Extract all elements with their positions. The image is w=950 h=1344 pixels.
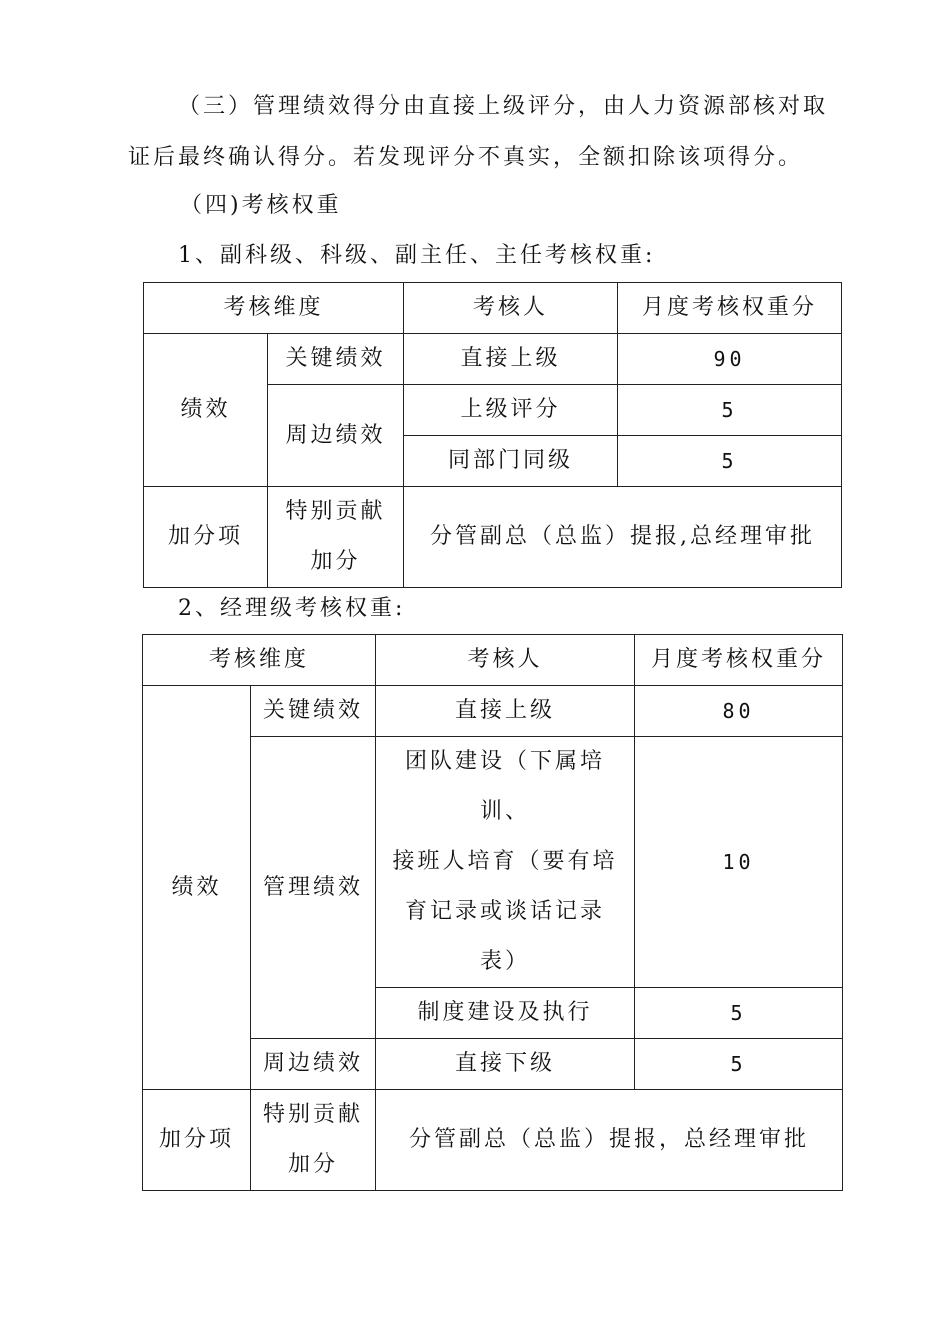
table-2-caption: 2、经理级考核权重: [178,596,406,621]
header-dimension: 考核维度 [143,635,376,686]
bonus-item-line-2: 加分 [288,1152,339,1177]
paragraph-3-line-2: 证后最终确认得分。若发现评分不真实，全额扣除该项得分。 [128,145,804,170]
mgmt-reviewer-1-line-4: 育记录或谈话记录 [405,899,606,924]
bonus-label: 加分项 [143,1090,251,1191]
peripheral-weight-2: 5 [618,436,842,487]
mgmt-reviewer-1-line-5: 表） [480,949,531,974]
peripheral-reviewer: 直接下级 [376,1039,635,1090]
mgmt-reviewer-1-line-1: 团队建设（下属培 [405,749,606,774]
kpi-weight: 80 [635,686,843,737]
mgmt-reviewer-1-line-3: 接班人培育（要有培 [392,849,618,874]
kpi-label: 关键绩效 [268,334,404,385]
header-reviewer: 考核人 [376,635,635,686]
bonus-item [251,1090,376,1191]
kpi-reviewer: 直接上级 [376,686,635,737]
mgmt-weight-2: 5 [635,988,843,1039]
kpi-weight: 90 [618,334,842,385]
peripheral-reviewer-2: 同部门同级 [404,436,618,487]
bonus-item-line-1: 特别贡献 [285,499,386,524]
bonus-desc: 分管副总（总监）提报，总经理审批 [376,1090,843,1191]
peripheral-label: 周边绩效 [268,385,404,487]
kpi-reviewer: 直接上级 [404,334,618,385]
bonus-item-line-2: 加分 [310,549,361,574]
peripheral-label: 周边绩效 [251,1039,376,1090]
mgmt-reviewer-1-line-2: 训、 [480,799,531,824]
bonus-item-line-1: 特别贡献 [263,1102,364,1127]
mgmt-reviewer-1 [376,737,635,988]
table-1-caption: 1、副科级、科级、副主任、主任考核权重: [178,243,656,268]
bonus-desc: 分管副总（总监）提报,总经理审批 [404,487,842,588]
bonus-label: 加分项 [144,487,268,588]
section-4-heading: （四)考核权重 [180,193,342,218]
header-reviewer: 考核人 [404,283,618,334]
header-weight: 月度考核权重分 [635,635,843,686]
weight-table-2 [142,634,843,1191]
mgmt-reviewer-2: 制度建设及执行 [376,988,635,1039]
peripheral-weight: 5 [635,1039,843,1090]
header-dimension: 考核维度 [144,283,404,334]
perf-label: 绩效 [143,686,251,1090]
perf-label: 绩效 [144,334,268,487]
header-weight: 月度考核权重分 [618,283,842,334]
paragraph-3-line-1: （三）管理绩效得分由直接上级评分，由人力资源部核对取 [178,94,829,119]
weight-table-1 [143,282,842,588]
peripheral-weight-1: 5 [618,385,842,436]
peripheral-reviewer-1: 上级评分 [404,385,618,436]
bonus-item [268,487,404,588]
mgmt-weight-1: 10 [635,737,843,988]
mgmt-label: 管理绩效 [251,737,376,1039]
kpi-label: 关键绩效 [251,686,376,737]
